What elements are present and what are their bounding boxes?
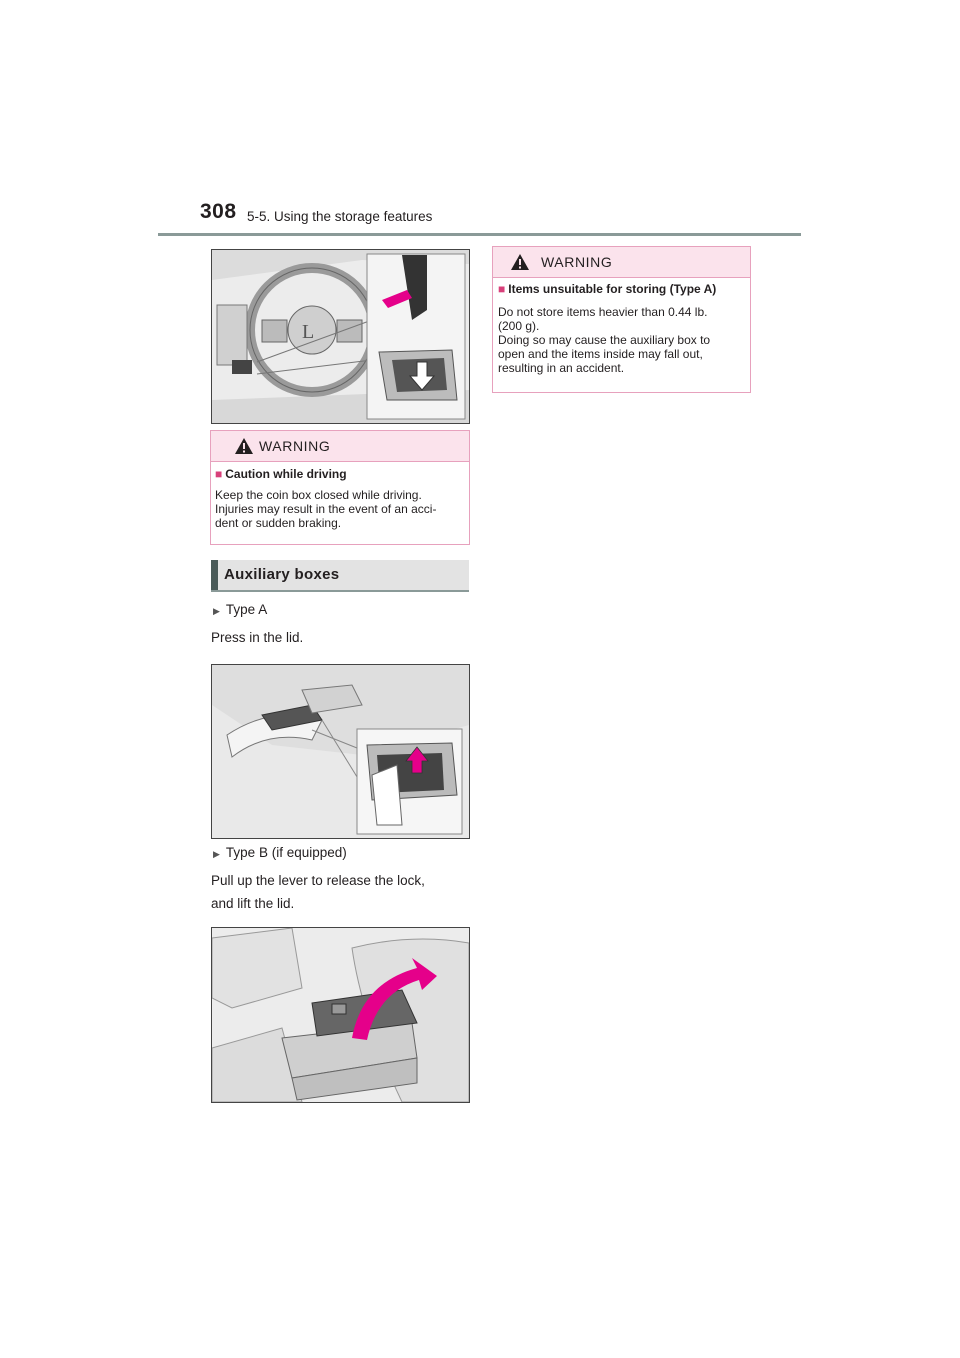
warning-triangle-icon — [234, 437, 254, 455]
warning-box-items-unsuitable — [492, 246, 751, 393]
type-a-instruction: Press in the lid. — [211, 630, 304, 645]
coin-box-illustration — [211, 249, 470, 424]
section-bar — [211, 560, 218, 590]
warning-subtitle: ■ Caution while driving — [215, 467, 347, 481]
header-rule — [158, 233, 801, 236]
triangle-bullet-icon: ▶ — [213, 606, 220, 616]
type-a-label: ▶ Type A — [213, 602, 268, 617]
warning-header — [493, 247, 750, 278]
chapter-title: 5-5. Using the storage features — [247, 209, 433, 224]
warning-triangle-icon — [510, 253, 530, 271]
page-number: 308 — [200, 200, 237, 223]
type-b-instruction: Pull up the lever to release the lock, and lift the lid. — [211, 873, 425, 911]
section-heading-auxiliary-boxes — [211, 560, 469, 592]
warning-subtitle: ■ Items unsuitable for storing (Type A) — [498, 282, 717, 296]
warning-body: Do not store items heavier than 0.44 lb. (200 g). Doing so may cause the auxiliary box to open and the items inside may fall out, resulting in an accident. — [498, 305, 711, 375]
warning-header — [211, 431, 469, 462]
warning-title: WARNING — [541, 254, 613, 270]
svg-text:L: L — [302, 321, 315, 343]
type-b-label: ▶ Type B (if equipped) — [213, 845, 347, 860]
warning-body: Keep the coin box closed while driving. Injuries may result in the event of an acci- dent or sudden braking. — [215, 488, 437, 530]
warning-box-caution-driving — [210, 430, 470, 545]
overhead-box-illustration — [211, 664, 470, 839]
console-box-illustration — [211, 927, 470, 1103]
section-title: Auxiliary boxes — [224, 566, 340, 583]
warning-title: WARNING — [259, 438, 331, 454]
triangle-bullet-icon: ▶ — [213, 849, 220, 859]
